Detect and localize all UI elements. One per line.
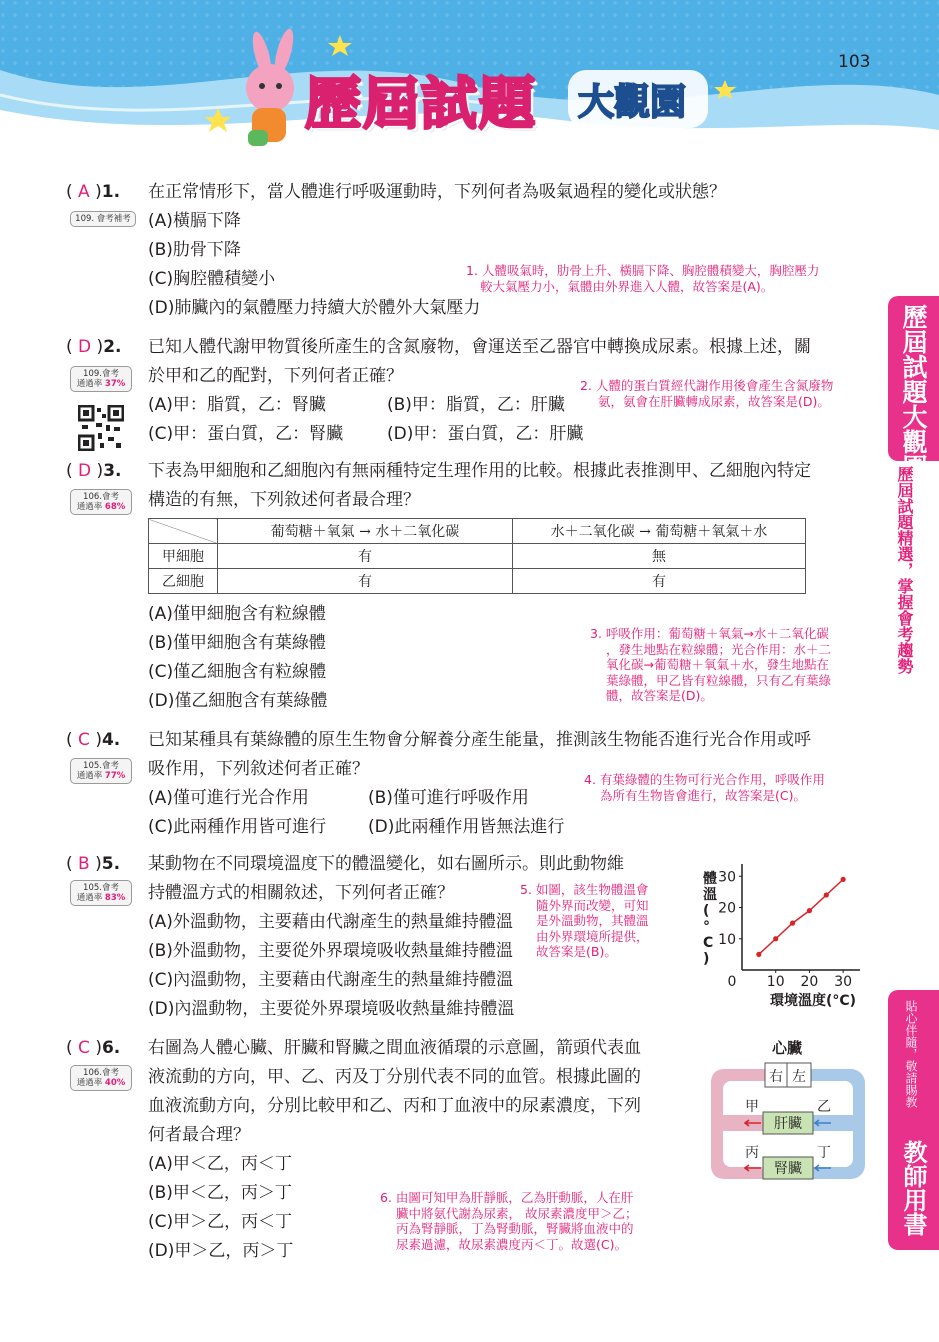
- comparison-table: [148, 518, 806, 594]
- data-point: [841, 877, 846, 882]
- option-b: (B)僅甲細胞含有葉綠體: [148, 633, 326, 653]
- option-b: (B)甲：脂質，乙：肝臟: [387, 395, 565, 415]
- question-5-header: ( B )5.: [66, 854, 121, 874]
- chart-series: [756, 877, 845, 957]
- kidney-label: 腎臟: [774, 1161, 802, 1177]
- side-tab-teacher-label: 教師用書: [899, 1140, 927, 1236]
- heart-label: 心臟: [771, 1039, 803, 1057]
- answer-note: 1. 人體吸氣時，肋骨上升、橫膈下降、胸腔體積變大，胸腔壓力 較大氣壓力小，氣體由外界進入人體，故答案是(A)。: [466, 263, 820, 294]
- x-tick-label: 20: [800, 974, 819, 990]
- side-tab-caption: 歷屆試題精選，掌握會考趨勢: [895, 466, 914, 674]
- data-point: [773, 936, 778, 941]
- question-stem: 何者最合理？: [148, 1125, 250, 1145]
- option-b: (B)外溫動物，主要從外界環境吸收熱量維持體溫: [148, 941, 513, 961]
- option-c: (C)內溫動物，主要藉由代謝產生的熱量維持體溫: [148, 970, 514, 990]
- option-b: (B)肋骨下降: [148, 240, 241, 260]
- side-tab-title: 歷屆試題大觀園: [899, 304, 928, 479]
- x-axis-label: 環境溫度(°C): [769, 993, 857, 1009]
- option-d: (D)甲：蛋白質，乙：肝臟: [387, 424, 584, 444]
- question-stem: 血液流動方向，分別比較甲和乙、丙和丁血液中的尿素濃度，下列: [148, 1096, 641, 1116]
- side-tab-section: [888, 296, 939, 479]
- y-tick-label: 20: [718, 900, 736, 917]
- x-tick-label: 0: [727, 974, 737, 990]
- y-tick-label: 30: [718, 869, 736, 886]
- option-d: (D)內溫動物，主要從外界環境吸收熱量維持體溫: [148, 999, 515, 1019]
- answer-note: 2. 人體的蛋白質經代謝作用後會產生含氮廢物 氨，氨會在肝臟轉成尿素，故答案是(D)。: [580, 378, 834, 409]
- option-b: (B)甲＜乙，丙＞丁: [148, 1183, 292, 1203]
- liver-label: 肝臟: [774, 1116, 802, 1132]
- data-point: [824, 892, 829, 897]
- vessel-b-label: 乙: [817, 1099, 831, 1115]
- series-line: [759, 879, 843, 954]
- right-label: 右: [769, 1069, 783, 1085]
- left-label: 左: [792, 1069, 806, 1085]
- question-stem: 下表為甲細胞和乙細胞內有無兩種特定生理作用的比較。根據此表推測甲、乙細胞內特定: [148, 461, 811, 481]
- qr-code-icon[interactable]: [78, 405, 124, 451]
- option-a: (A)甲：脂質，乙：腎臟: [148, 395, 326, 415]
- table-corner-cell: [149, 519, 218, 544]
- table-cell: 有: [513, 569, 806, 594]
- answer-note: 5. 如圖，該生物體溫會 隨外界而改變，可知 是外溫動物，其體溫 由外界環境所提供， 故答案是(B)。: [520, 882, 649, 959]
- exam-badge: 109. 會考補考: [70, 211, 136, 227]
- option-a: (A)僅甲細胞含有粒線體: [148, 604, 326, 624]
- data-point: [790, 921, 795, 926]
- answer-5: B: [78, 854, 90, 874]
- answer-6: C: [78, 1038, 90, 1058]
- answer-note: 3. 呼吸作用：葡萄糖＋氧氣→水＋二氧化碳 ，發生地點在粒線體；光合作用：水＋二 氧化碳→葡萄糖＋氧氣＋水，發生地點在 葉綠體，甲乙皆有粒線體，只有乙有葉綠 體，故答案是(D)。: [590, 626, 832, 703]
- question-number: 1.: [101, 182, 121, 202]
- exam-badge: 109.會考 通過率 37%: [70, 366, 132, 392]
- answer-3: D: [78, 461, 92, 481]
- exam-badge: 105.會考 通過率 83%: [70, 880, 132, 906]
- banner-subtitle: 大觀園: [578, 82, 687, 123]
- circulation-diagram: [705, 1035, 870, 1185]
- temperature-chart: [695, 855, 875, 1010]
- table-row: [149, 544, 806, 569]
- option-a: (A)僅可進行光合作用: [148, 788, 309, 808]
- banner-title: 歷屆試題: [305, 72, 537, 137]
- page-number: 103: [838, 52, 871, 72]
- option-c: (C)胸腔體積變小: [148, 269, 276, 289]
- answer-4: C: [78, 730, 90, 750]
- question-1-header: ( A )1.: [66, 182, 121, 202]
- question-6-header: ( C )6.: [66, 1038, 121, 1058]
- side-tab-teacher: [888, 990, 939, 1250]
- question-stem: 於甲和乙的配對，下列何者正確？: [148, 366, 403, 386]
- table-cell: 乙細胞: [149, 569, 218, 594]
- data-point: [807, 908, 812, 913]
- option-c: (C)甲＞乙，丙＜丁: [148, 1212, 293, 1232]
- question-stem: 在正常情形下，當人體進行呼吸運動時，下列何者為吸氣過程的變化或狀態？: [148, 182, 726, 202]
- answer-2: D: [78, 337, 92, 357]
- exam-badge: 106.會考 通過率 40%: [70, 1065, 132, 1091]
- question-stem: 液流動的方向，甲、乙、丙及丁分別代表不同的血管。根據此圖的: [148, 1067, 641, 1087]
- vessel-c-label: 丙: [745, 1145, 759, 1161]
- exam-badge: 106.會考 通過率 68%: [70, 489, 132, 515]
- answer-note: 4. 有葉綠體的生物可行光合作用，呼吸作用 為所有生物皆會進行，故答案是(C)。: [584, 772, 825, 803]
- side-tab-motto: 貼心伴隨，敬請賜教: [904, 1000, 918, 1108]
- option-b: (B)僅可進行呼吸作用: [368, 788, 529, 808]
- question-stem: 某動物在不同環境溫度下的體溫變化，如右圖所示。則此動物維: [148, 854, 624, 874]
- question-3-header: ( D )3.: [66, 461, 122, 481]
- question-2-header: ( D )2.: [66, 337, 122, 357]
- question-stem: 已知某種具有葉綠體的原生生物會分解養分產生能量，推測該生物能否進行光合作用或呼: [148, 730, 811, 750]
- option-d: (D)肺臟內的氣體壓力持續大於體外大氣壓力: [148, 298, 481, 318]
- option-d: (D)甲＞乙，丙＞丁: [148, 1241, 294, 1261]
- answer-1: A: [78, 182, 90, 202]
- vessel-d-label: 丁: [817, 1145, 831, 1161]
- exam-badge: 105.會考 通過率 77%: [70, 758, 132, 784]
- table-cell: 有: [218, 569, 513, 594]
- table-cell: 甲細胞: [149, 544, 218, 569]
- table-header: 水＋二氧化碳 → 葡萄糖＋氧氣＋水: [513, 519, 806, 544]
- question-stem: 已知人體代謝甲物質後所產生的含氮廢物，會運送至乙器官中轉換成尿素。根據上述，關: [148, 337, 811, 357]
- table-cell: 無: [513, 544, 806, 569]
- x-tick-label: 30: [834, 974, 853, 990]
- option-c: (C)甲：蛋白質，乙：腎臟: [148, 424, 344, 444]
- question-stem: 右圖為人體心臟、肝臟和腎臟之間血液循環的示意圖，箭頭代表血: [148, 1038, 641, 1058]
- data-point: [756, 952, 761, 957]
- option-c: (C)僅乙細胞含有粒線體: [148, 662, 327, 682]
- option-a: (A)外溫動物，主要藉由代謝產生的熱量維持體溫: [148, 912, 513, 932]
- table-header: 葡萄糖＋氧氣 → 水＋二氧化碳: [218, 519, 513, 544]
- option-a: (A)橫膈下降: [148, 211, 241, 231]
- x-tick-label: 10: [766, 974, 785, 990]
- vessel-a-label: 甲: [745, 1099, 759, 1115]
- answer-note: 6. 由圖可知甲為肝靜脈，乙為肝動脈，人在肝 臟中將氨代謝為尿素， 故尿素濃度甲＞乙； 丙為腎靜脈，丁為腎動脈，腎臟將血液中的 尿素過濾，故尿素濃度丙＜丁。故選(C)。: [380, 1190, 638, 1252]
- table-cell: 有: [218, 544, 513, 569]
- question-stem: 吸作用，下列敘述何者正確？: [148, 759, 369, 779]
- y-axis-label: 體溫( ° C ): [703, 871, 717, 967]
- option-a: (A)甲＜乙，丙＜丁: [148, 1154, 292, 1174]
- question-stem: 持體溫方式的相關敘述，下列何者正確？: [148, 883, 454, 903]
- option-d: (D)僅乙細胞含有葉綠體: [148, 691, 328, 711]
- option-c: (C)此兩種作用皆可進行: [148, 817, 327, 837]
- question-stem: 構造的有無，下列敘述何者最合理？: [148, 490, 420, 510]
- option-d: (D)此兩種作用皆無法進行: [368, 817, 565, 837]
- table-row: [149, 569, 806, 594]
- table-header-row: [149, 519, 806, 544]
- y-tick-label: 10: [718, 931, 736, 948]
- question-4-header: ( C )4.: [66, 730, 121, 750]
